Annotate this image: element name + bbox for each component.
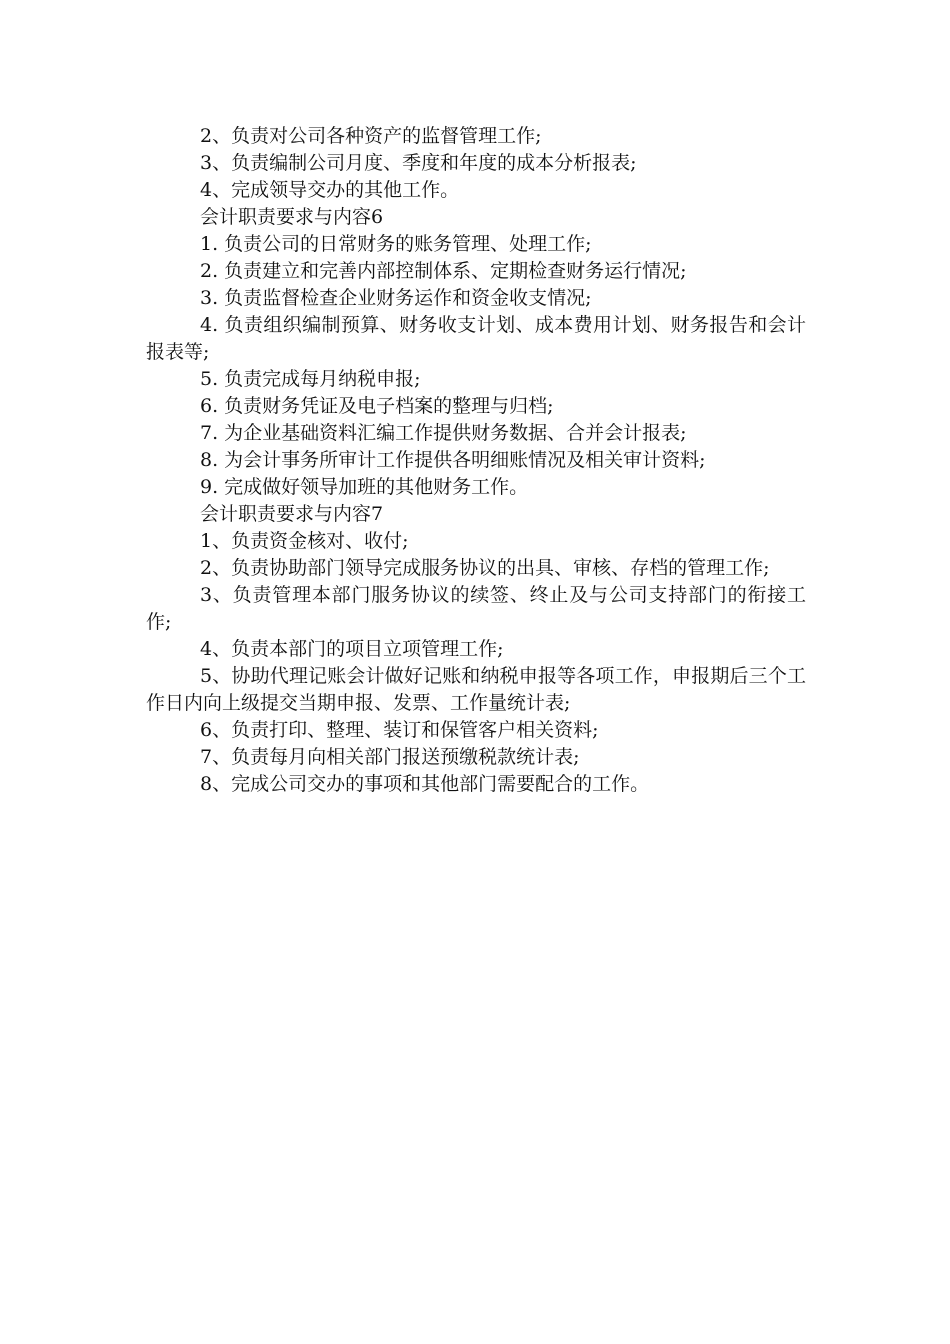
paragraph: 2. 负责建立和完善内部控制体系、定期检查财务运行情况; bbox=[200, 260, 687, 282]
paragraph: 3、负责管理本部门服务协议的续签、终止及与公司支持部门的衔接工作; bbox=[146, 584, 806, 633]
paragraph: 3. 负责监督检查企业财务运作和资金收支情况; bbox=[200, 287, 592, 309]
document-body bbox=[146, 123, 806, 798]
section-heading: 会计职责要求与内容6 bbox=[200, 206, 384, 228]
paragraph: 4. 负责组织编制预算、财务收支计划、成本费用计划、财务报告和会计报表等; bbox=[146, 314, 806, 363]
section-heading: 会计职责要求与内容7 bbox=[200, 503, 384, 525]
paragraph: 3、负责编制公司月度、季度和年度的成本分析报表; bbox=[200, 152, 637, 174]
paragraph: 6、负责打印、整理、装订和保管客户相关资料; bbox=[200, 719, 599, 741]
paragraph: 8. 为会计事务所审计工作提供各明细账情况及相关审计资料; bbox=[200, 449, 706, 471]
paragraph: 5. 负责完成每月纳税申报; bbox=[200, 368, 421, 390]
paragraph: 7、负责每月向相关部门报送预缴税款统计表; bbox=[200, 746, 580, 768]
paragraph: 2、负责协助部门领导完成服务协议的出具、审核、存档的管理工作; bbox=[200, 557, 770, 579]
paragraph: 9. 完成做好领导加班的其他财务工作。 bbox=[200, 476, 529, 498]
paragraph: 8、完成公司交办的事项和其他部门需要配合的工作。 bbox=[200, 773, 650, 795]
paragraph: 7. 为企业基础资料汇编工作提供财务数据、合并会计报表; bbox=[200, 422, 687, 444]
paragraph: 1. 负责公司的日常财务的账务管理、处理工作; bbox=[200, 233, 592, 255]
paragraph: 6. 负责财务凭证及电子档案的整理与归档; bbox=[200, 395, 554, 417]
paragraph: 2、负责对公司各种资产的监督管理工作; bbox=[200, 125, 542, 147]
paragraph: 4、完成领导交办的其他工作。 bbox=[200, 179, 460, 201]
paragraph: 1、负责资金核对、收付; bbox=[200, 530, 409, 552]
paragraph: 5、协助代理记账会计做好记账和纳税申报等各项工作，申报期后三个工作日内向上级提交当期申报、发票、工作量统计表; bbox=[146, 665, 806, 714]
paragraph: 4、负责本部门的项目立项管理工作; bbox=[200, 638, 504, 660]
